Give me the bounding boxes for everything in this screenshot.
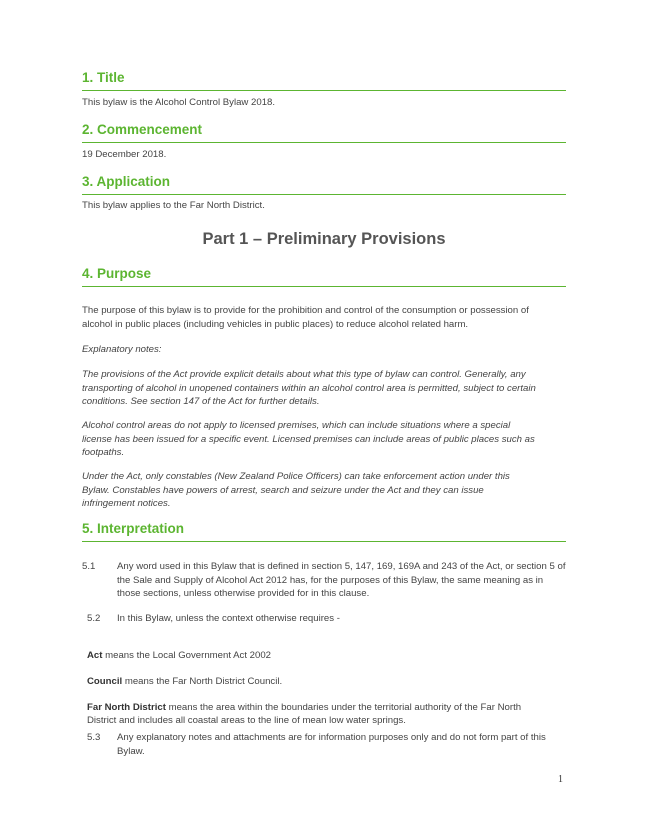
definition-text: means the area within the boundaries under the territorial authority of the Far North District and includes all coastal areas to the line of mean low water springs.	[87, 701, 522, 727]
heading-rule	[82, 194, 566, 195]
clause-text: Any explanatory notes and attachments are for information purposes only and do not form part of this Bylaw.	[117, 732, 546, 757]
heading-title: 1. Title	[82, 70, 125, 85]
explanatory-note: Under the Act, only constables (New Zealand Police Officers) can take enforcement action under this Bylaw. Constables have powers of arrest, search and seizure under the Act and they can issue infringement notices.	[82, 471, 510, 509]
heading-rule	[82, 90, 566, 91]
explanatory-note: The provisions of the Act provide explicit details about what this type of bylaw can control. Generally, any transporting of alcohol in unopened containers within an alcohol control area is permitted, subject to certain conditions. See section 147 of the Act for further details.	[82, 369, 536, 407]
heading-purpose: 4. Purpose	[82, 266, 152, 281]
purpose-text: The purpose of this bylaw is to provide for the prohibition and control of the consumption or possession of alcohol in public places (including vehicles in public places) to reduce alcohol related harm.	[82, 305, 529, 330]
heading-interpretation: 5. Interpretation	[82, 521, 185, 536]
clause-number: 5.3	[87, 732, 101, 743]
clause-text: Any word used in this Bylaw that is defined in section 5, 147, 169, 169A and 243 of the Act, or section 5 of the Sale and Supply of Alcohol Act 2012 has, for the purposes of this Bylaw, the same meaning as in those sections, unless otherwise provided for in this clause.	[117, 561, 566, 599]
definition-text: means the Far North District Council.	[122, 675, 283, 687]
heading-rule	[82, 541, 566, 542]
definition-far-north-district	[87, 701, 539, 728]
section-purpose	[82, 266, 566, 287]
definition-term: Council	[87, 675, 123, 687]
heading-commencement: 2. Commencement	[82, 122, 203, 137]
part-heading: Part 1 – Preliminary Provisions	[202, 230, 446, 248]
title-text: This bylaw is the Alcohol Control Bylaw 2018.	[82, 97, 276, 108]
explanatory-note: Alcohol control areas do not apply to licensed premises, which can include situations where a special license has been issued for a specific event. Licensed premises can include areas of public places such as footpaths.	[82, 420, 535, 458]
definition-term: Far North District	[87, 701, 166, 713]
definition-council	[87, 675, 557, 689]
clause-number: 5.1	[82, 561, 96, 572]
definition-term: Act	[87, 649, 103, 661]
section-title	[82, 70, 566, 91]
page-number: 1	[558, 774, 563, 785]
explanatory-notes-label: Explanatory notes:	[82, 344, 162, 355]
section-application	[82, 174, 566, 195]
application-text: This bylaw applies to the Far North District.	[82, 200, 265, 211]
definition-act	[87, 649, 557, 663]
section-commencement	[82, 122, 566, 143]
commencement-text: 19 December 2018.	[82, 149, 167, 160]
heading-application: 3. Application	[82, 174, 171, 189]
clause-text: In this Bylaw, unless the context otherwise requires -	[117, 613, 340, 624]
definition-text: means the Local Government Act 2002	[102, 649, 271, 661]
heading-rule	[82, 142, 566, 143]
clause-number: 5.2	[87, 613, 101, 624]
heading-rule	[82, 286, 566, 287]
section-interpretation	[82, 521, 566, 542]
